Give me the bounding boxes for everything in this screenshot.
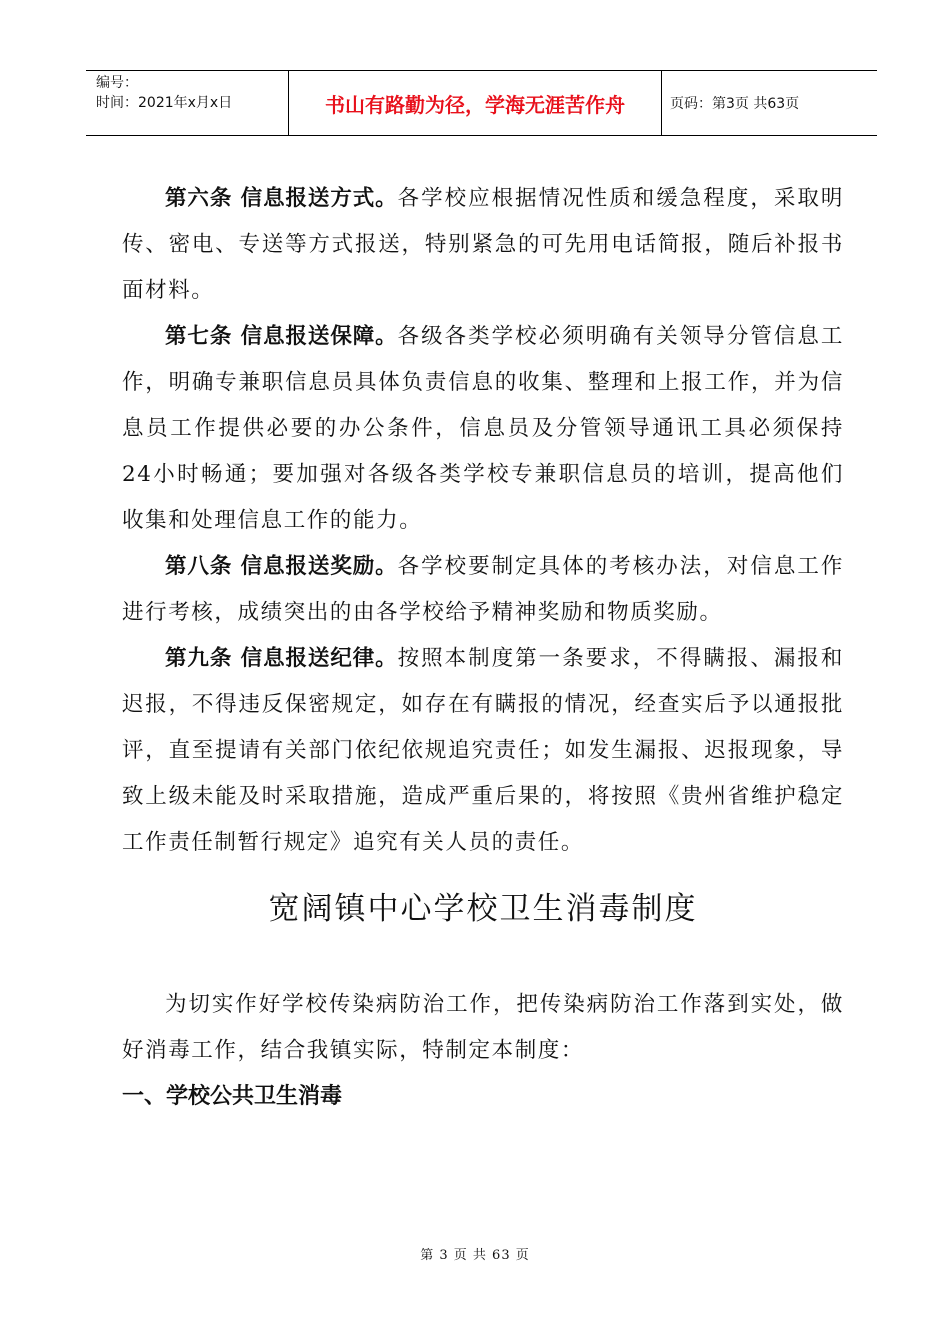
article-heading: 第八条 信息报送奖励。 (165, 554, 398, 579)
time-label: 时间：2021年x月x日 (96, 95, 233, 111)
serial-label: 编号： (96, 75, 138, 91)
intro-paragraph: 为切实作好学校传染病防治工作，把传染病防治工作落到实处，做好消毒工作，结合我镇实际，特制定本制度： (122, 992, 844, 1063)
section-title: 宽阔镇中心学校卫生消毒制度 (268, 891, 698, 927)
article-text: 各学校应根据情况性质和缓急程度，采取明传、密电、专送等方式报送，特别紧急的可先用电话简报，随后补报书面材料。 (122, 186, 844, 303)
article-text: 按照本制度第一条要求，不得瞒报、漏报和迟报，不得违反保密规定，如存在有瞒报的情况，经查实后予以通报批评，直至提请有关部门依纪依规追究责任；如发生漏报、迟报现象，导致上级未能及时采取措施，造成严重后果的，将按照《贵州省维护稳定工作责任制暂行规定》追究有关人员的责任。 (122, 646, 844, 855)
header-meta (86, 71, 288, 135)
page-header (86, 70, 877, 136)
article-9 (122, 636, 844, 866)
article-7 (122, 314, 844, 544)
header-motto: 书山有路勤为径，学海无涯苦作舟 (288, 71, 662, 135)
article-heading: 第七条 信息报送保障。 (165, 324, 398, 349)
page-footer: 第 3 页 共 63 页 (420, 1248, 530, 1263)
header-page-code: 页码：第3页 共63页 (670, 96, 800, 112)
document-body (122, 176, 844, 1120)
article-heading: 第六条 信息报送方式。 (165, 186, 398, 211)
subheading: 一、学校公共卫生消毒 (122, 1084, 343, 1109)
article-text: 各学校要制定具体的考核办法，对信息工作进行考核，成绩突出的由各学校给予精神奖励和物质奖励。 (122, 554, 844, 625)
article-6 (122, 176, 844, 314)
article-8 (122, 544, 844, 636)
article-text: 各级各类学校必须明确有关领导分管信息工作，明确专兼职信息员具体负责信息的收集、整理和上报工作，并为信息员工作提供必要的办公条件，信息员及分管领导通讯工具必须保持24小时畅通；要加强对各级各类学校专兼职信息员的培训，提高他们收集和处理信息工作的能力。 (122, 324, 844, 533)
article-heading: 第九条 信息报送纪律。 (165, 646, 398, 671)
